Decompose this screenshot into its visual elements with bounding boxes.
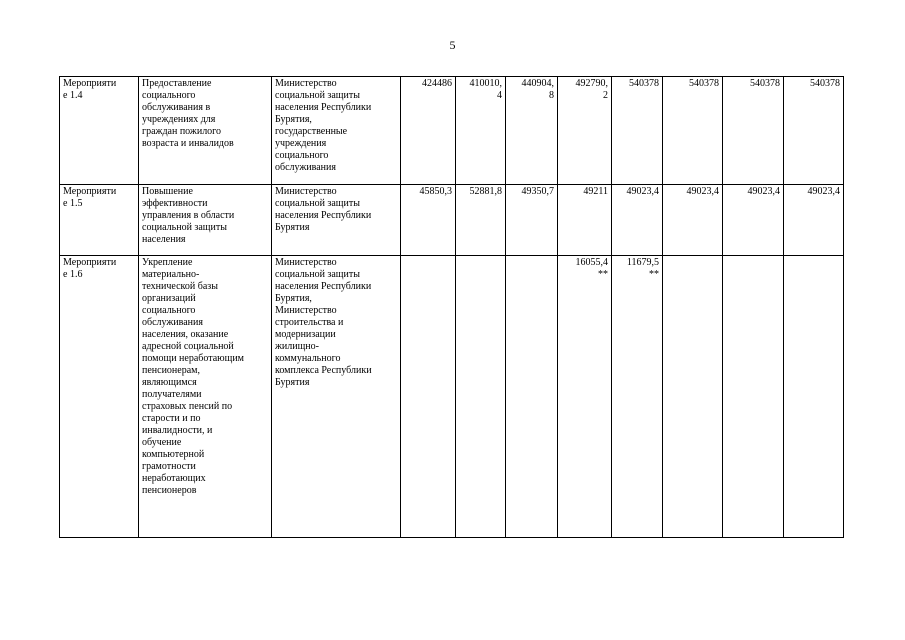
executor-cell: Министерство социальной защиты населения Республики Бурятия <box>272 185 401 256</box>
value-cell: 45850,3 <box>401 185 456 256</box>
value-cell <box>723 256 784 538</box>
value-cell <box>456 256 506 538</box>
value-cell: 540378 <box>784 77 844 185</box>
measure-cell: Мероприяти е 1.4 <box>60 77 139 185</box>
value-cell: 49023,4 <box>723 185 784 256</box>
value-cell: 49023,4 <box>784 185 844 256</box>
value-cell: 49023,4 <box>612 185 663 256</box>
value-cell <box>506 256 558 538</box>
value-cell: 52881,8 <box>456 185 506 256</box>
value-cell: 49023,4 <box>663 185 723 256</box>
executor-cell: Министерство социальной защиты населения Республики Бурятия, государственные учреждения социального обслуживания <box>272 77 401 185</box>
program-table <box>59 76 844 538</box>
value-cell: 440904, 8 <box>506 77 558 185</box>
executor-cell: Министерство социальной защиты населения Республики Бурятия, Министерство строительства и модернизации жилищно- коммунального комплекса Республики Бурятия <box>272 256 401 538</box>
table-row <box>60 185 844 256</box>
value-cell <box>663 256 723 538</box>
table-row <box>60 77 844 185</box>
value-cell: 540378 <box>612 77 663 185</box>
value-cell: 424486 <box>401 77 456 185</box>
page-number: 5 <box>449 38 456 52</box>
value-cell: 540378 <box>723 77 784 185</box>
value-cell: 492790, 2 <box>558 77 612 185</box>
value-cell: 16055,4 ** <box>558 256 612 538</box>
value-cell <box>401 256 456 538</box>
measure-name-cell: Укрепление материально- технической базы организаций социального обслуживания населения, оказание адресной социальной помощи неработающим пенсионерам, являющимся получателями страховых пенсий по старости и по инвалидности, и обучение компьютерной грамотности неработающих пенсионеров <box>139 256 272 538</box>
measure-cell: Мероприяти е 1.5 <box>60 185 139 256</box>
value-cell: 410010, 4 <box>456 77 506 185</box>
measure-cell: Мероприяти е 1.6 <box>60 256 139 538</box>
value-cell: 49211 <box>558 185 612 256</box>
measure-name-cell: Предоставление социального обслуживания в учреждениях для граждан пожилого возраста и инвалидов <box>139 77 272 185</box>
value-cell <box>784 256 844 538</box>
value-cell: 49350,7 <box>506 185 558 256</box>
table-row <box>60 256 844 538</box>
value-cell: 11679,5 ** <box>612 256 663 538</box>
measure-name-cell: Повышение эффективности управления в области социальной защиты населения <box>139 185 272 256</box>
value-cell: 540378 <box>663 77 723 185</box>
